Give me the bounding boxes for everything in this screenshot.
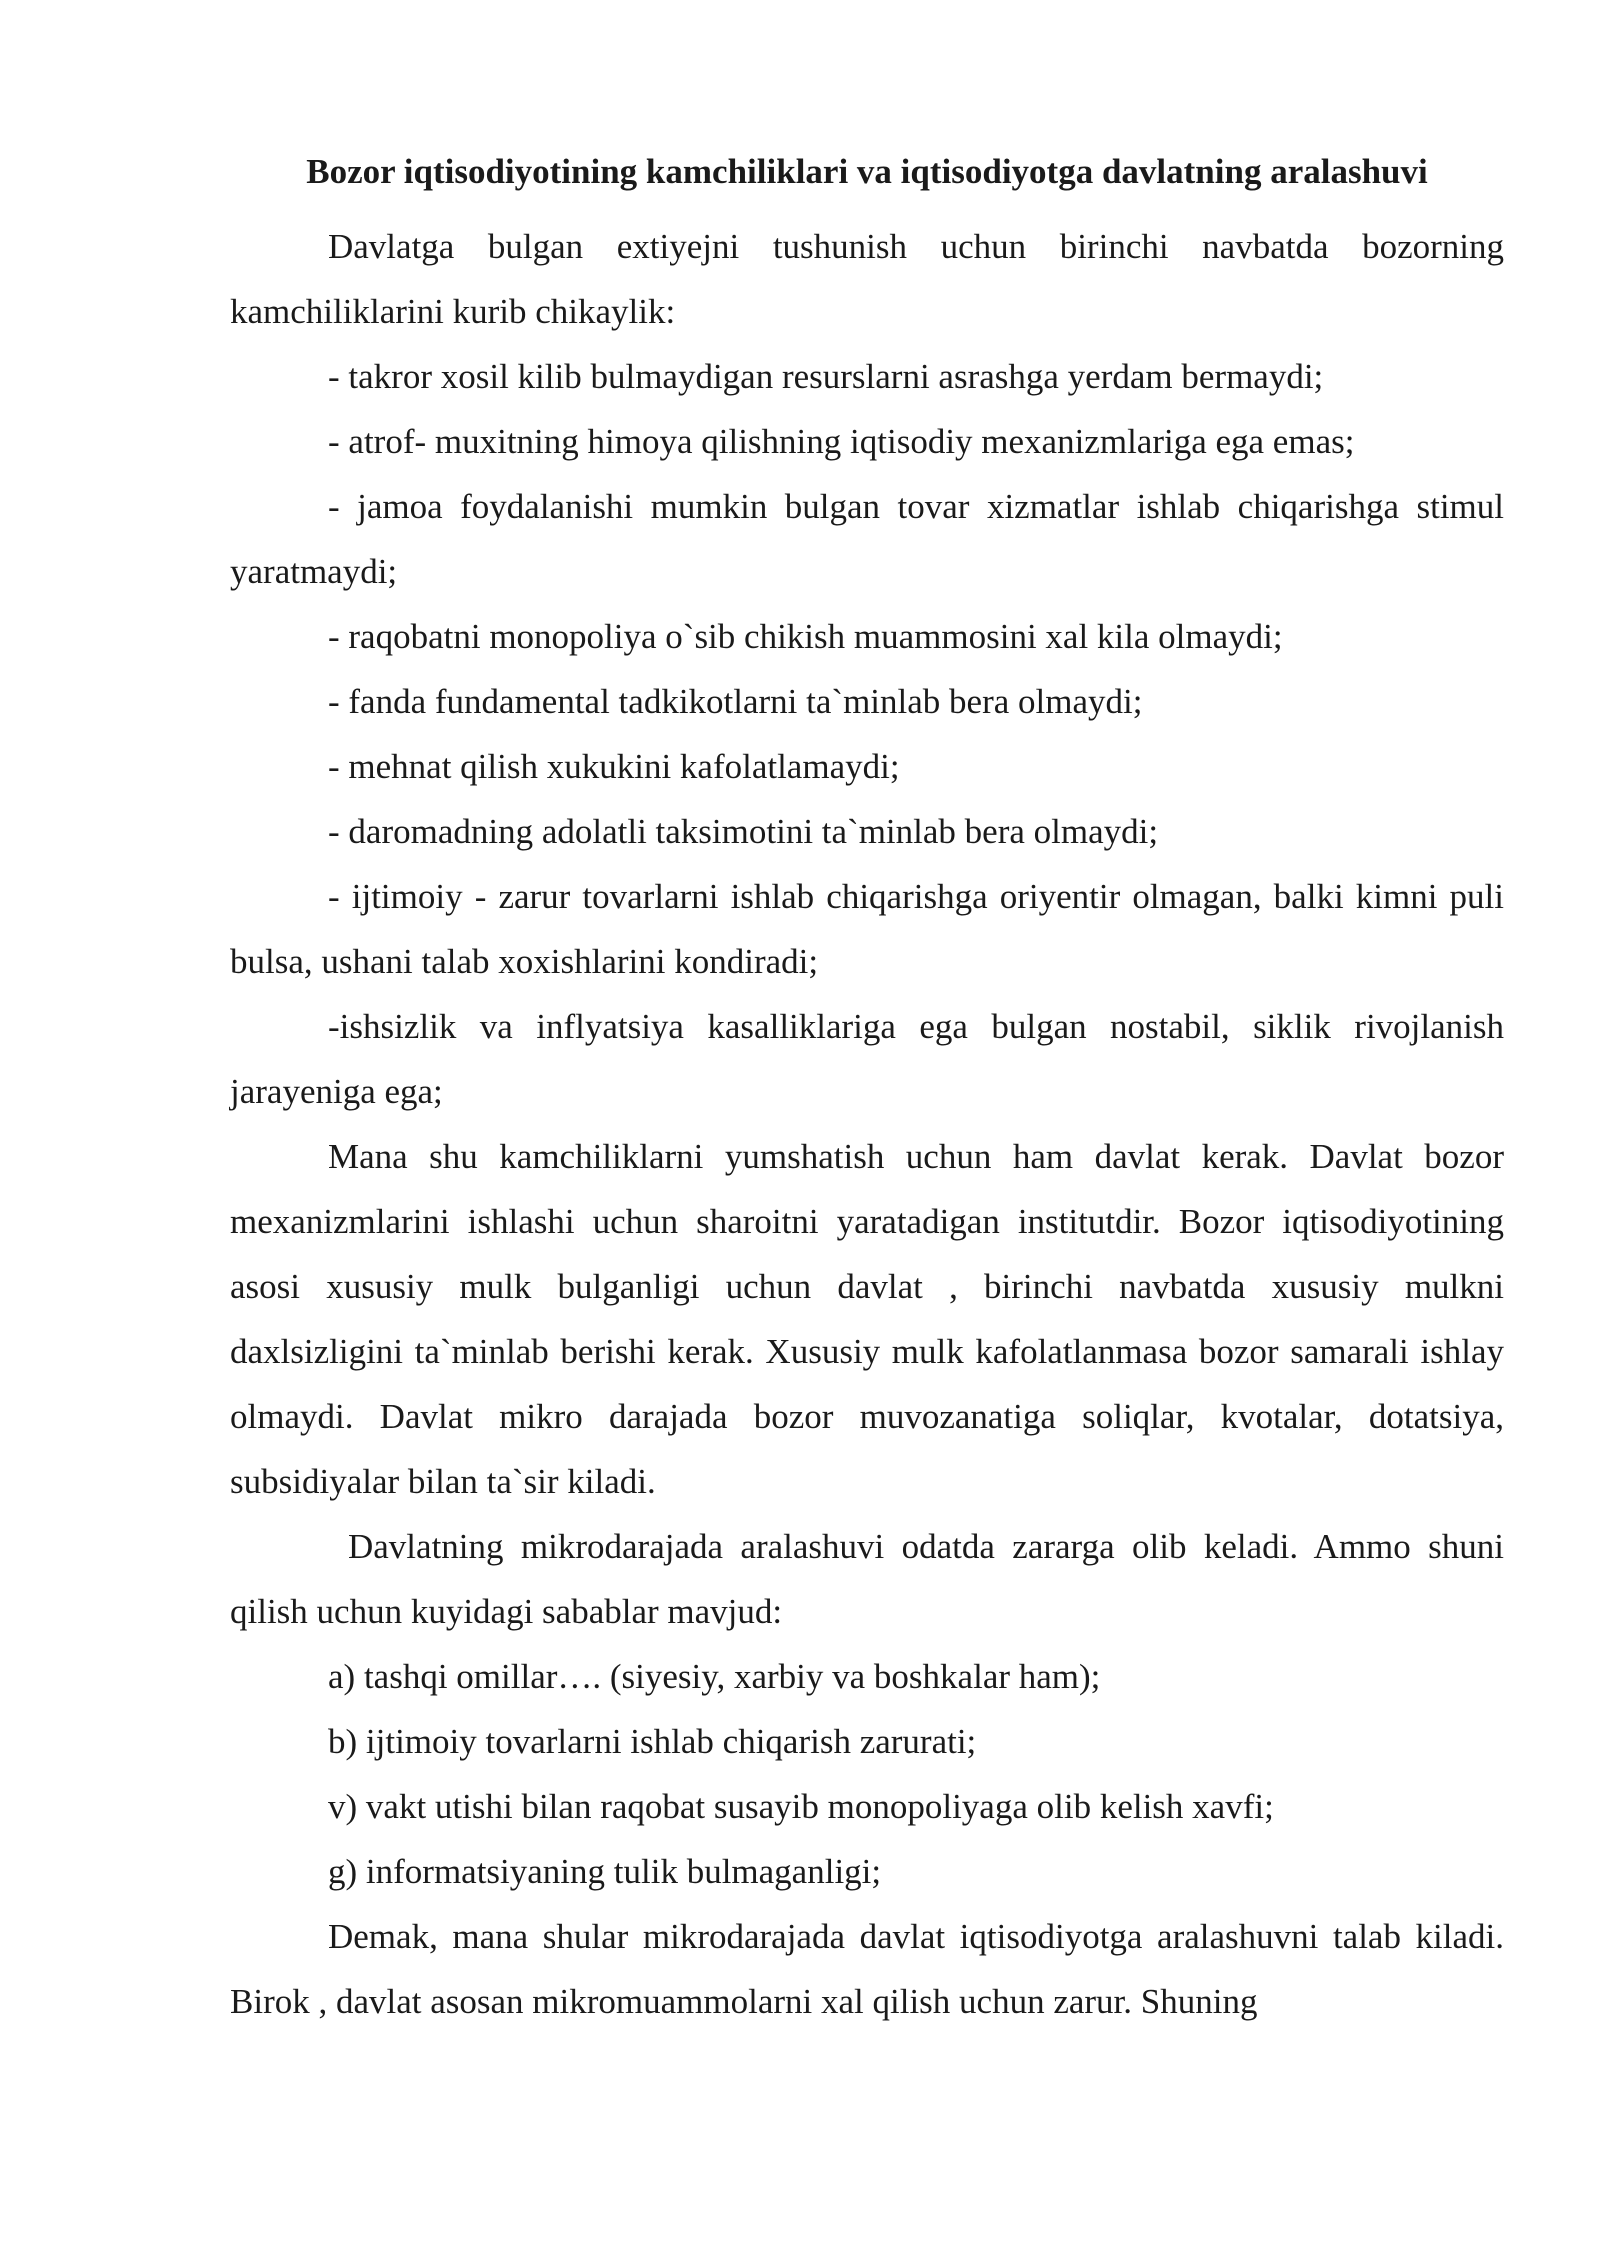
conclusion-paragraph: Demak, mana shular mikrodarajada davlat iqtisodiyotga aralashuvni talab kiladi. Birok , davlat asosan mikromuammolarni xal qilish uchun zarur. Shuning	[230, 1917, 1504, 2021]
list-item-labor: - mehnat qilish xukukini kafolatlamaydi;	[328, 747, 900, 786]
document-title: Bozor iqtisodiyotining kamchiliklari va iqtisodiyotga davlatning aralashuvi	[306, 152, 1428, 191]
micro-intervention-paragraph: Davlatning mikrodarajada aralashuvi odatda zararga olib keladi. Ammo shuni qilish uchun kuyidagi sabablar mavjud:	[230, 1527, 1504, 1631]
list-item-environment: - atrof- muxitning himoya qilishning iqtisodiy mexanizmlariga ega emas;	[328, 422, 1355, 461]
intro-paragraph: Davlatga bulgan extiyejni tushunish uchun birinchi navbatda bozorning kamchiliklarini kurib chikaylik:	[230, 227, 1504, 331]
reason-item-g: g) informatsiyaning tulik bulmaganligi;	[328, 1852, 882, 1891]
list-item-instability: -ishsizlik va inflyatsiya kasalliklariga ega bulgan nostabil, siklik rivojlanish jarayeniga ega;	[230, 1007, 1504, 1111]
reason-item-v: v) vakt utishi bilan raqobat susayib monopoliyaga olib kelish xavfi;	[328, 1787, 1274, 1826]
list-item-monopoly: - raqobatni monopoliya o`sib chikish muammosini xal kila olmaydi;	[328, 617, 1283, 656]
list-item-public-goods: - jamoa foydalanishi mumkin bulgan tovar xizmatlar ishlab chiqarishga stimul yaratmaydi;	[230, 487, 1504, 591]
list-item-science: - fanda fundamental tadkikotlarni ta`minlab bera olmaydi;	[328, 682, 1143, 721]
state-role-paragraph: Mana shu kamchiliklarni yumshatish uchun ham davlat kerak. Davlat bozor mexanizmlarini ishlashi uchun sharoitni yaratadigan institutdir. Bozor iqtisodiyotining asosi xususiy mulk bulganligi uchun davlat , birinchi navbatda xususiy mulkni daxlsizligini ta`minlab berishi kerak. Xususiy mulk kafolatlanmasa bozor samarali ishlay olmaydi. Davlat mikro darajada bozor muvozanatiga soliqlar, kvotalar, dotatsiya, subsidiyalar bilan ta`sir kiladi.	[230, 1137, 1504, 1501]
list-item-income: - daromadning adolatli taksimotini ta`minlab bera olmaydi;	[328, 812, 1159, 851]
reason-item-b: b) ijtimoiy tovarlarni ishlab chiqarish zarurati;	[328, 1722, 977, 1761]
reason-item-a: a) tashqi omillar…. (siyesiy, xarbiy va boshkalar ham);	[328, 1657, 1101, 1696]
list-item-resources: - takror xosil kilib bulmaydigan resurslarni asrashga yerdam bermaydi;	[328, 357, 1324, 396]
document-page	[230, 150, 1504, 2034]
list-item-social-goods: - ijtimoiy - zarur tovarlarni ishlab chiqarishga oriyentir olmagan, balki kimni puli bulsa, ushani talab xoxishlarini kondiradi;	[230, 877, 1504, 981]
